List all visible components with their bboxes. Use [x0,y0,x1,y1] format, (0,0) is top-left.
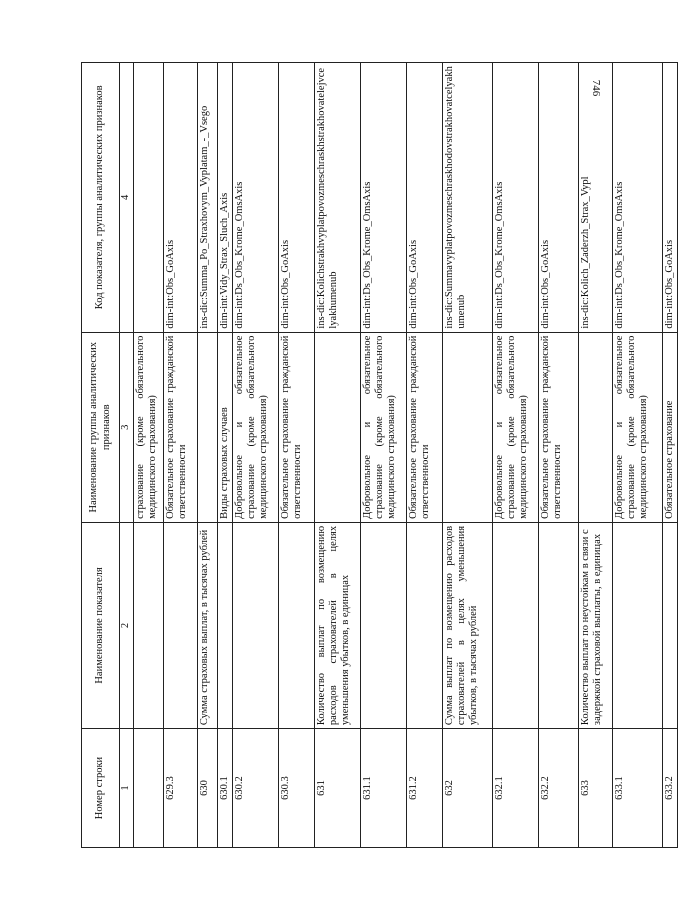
indicator-name [407,522,443,728]
table-row [407,63,443,848]
group-name: Добровольное и обязательное страхование (кроме обязательного медицинского страхования) [613,332,663,522]
group-name [443,332,493,522]
indicator-code [134,63,164,333]
table-row [233,63,279,848]
indicator-code: dim-int:Ds_Obs_Krome_OmsAxis [233,63,279,333]
row-number: 633.2 [663,729,678,848]
indicator-name [164,522,198,728]
indicator-name [218,522,233,728]
indicator-name [361,522,407,728]
table-index-row [120,63,134,848]
indicator-table [81,62,678,848]
index-cell: 3 [120,332,134,522]
header-cell-num: Номер строки [82,729,120,848]
group-name: страхование (кроме обязательного медицинского страхования) [134,332,164,522]
row-number [134,729,164,848]
indicator-name [279,522,315,728]
row-number: 632 [443,729,493,848]
group-name: Добровольное и обязательное страхование (кроме обязательного медицинского страхования) [493,332,539,522]
table-row [613,63,663,848]
row-number: 631 [315,729,361,848]
row-number: 630.1 [218,729,233,848]
table-row [164,63,198,848]
table-row [663,63,678,848]
indicator-code: dim-int:Obs_GoAxis [164,63,198,333]
table-header-row [82,63,120,848]
indicator-code: ins-dic:Summa_Po_Straxhovym_Vyplatam_-_Vsego [198,63,218,333]
index-cell: 4 [120,63,134,333]
indicator-name: Количество выплат по неустойкам в связи с задержкой страховой выплаты, в единицах [579,522,613,728]
row-number: 629.3 [164,729,198,848]
table-row [279,63,315,848]
table-row [443,63,493,848]
indicator-name [493,522,539,728]
index-cell: 1 [120,729,134,848]
group-name: Обязательное страхование гражданской ответственности [164,332,198,522]
indicator-name [613,522,663,728]
group-name: Обязательное страхование гражданской ответственности [539,332,579,522]
indicator-code: dim-int:Obs_GoAxis [407,63,443,333]
header-cell-code: Код показателя, группы аналитических признаков [82,63,120,333]
row-number: 631.1 [361,729,407,848]
group-name: Добровольное и обязательное страхование (кроме обязательного медицинского страхования) [233,332,279,522]
group-name: Добровольное и обязательное страхование (кроме обязательного медицинского страхования) [361,332,407,522]
indicator-name [663,522,678,728]
table-row [361,63,407,848]
row-number: 632.2 [539,729,579,848]
table-row [539,63,579,848]
page-number: 746 [590,79,602,97]
table-row [218,63,233,848]
indicator-code: dim-int:Obs_GoAxis [663,63,678,333]
table-row [579,63,613,848]
group-name: Обязательное страхование гражданской ответственности [407,332,443,522]
indicator-code: ins-dic:Kolich_Zaderzh_Strax_Vypl [579,63,613,333]
row-number: 631.2 [407,729,443,848]
row-number: 633.1 [613,729,663,848]
group-name [315,332,361,522]
group-name [579,332,613,522]
indicator-code: dim-int:Ds_Obs_Krome_OmsAxis [361,63,407,333]
indicator-name: Сумма страховых выплат, в тысячах рублей [198,522,218,728]
header-cell-group: Наименование группы аналитических признаков [82,332,120,522]
indicator-name [134,522,164,728]
indicator-code: dim-int:Vidy_Strax_Sluch_Axis [218,63,233,333]
index-cell: 2 [120,522,134,728]
table-row [493,63,539,848]
indicator-code: dim-int:Ds_Obs_Krome_OmsAxis [613,63,663,333]
indicator-name [539,522,579,728]
table-row [315,63,361,848]
group-name [198,332,218,522]
indicator-name [233,522,279,728]
row-number: 630.3 [279,729,315,848]
indicator-code: ins-dic:Kolichstrakhvyplatpovozmeschraskhstrakhovatelejvcelyakhumenub [315,63,361,333]
group-name: Виды страховых случаев [218,332,233,522]
group-name: Обязательное страхование [663,332,678,522]
indicator-code: ins-dic:Summavyplatpovozmeschraskhodovstrakhovatcelyakhumenub [443,63,493,333]
indicator-code: dim-int:Ds_Obs_Krome_OmsAxis [493,63,539,333]
header-cell-name: Наименование показателя [82,522,120,728]
indicator-code: dim-int:Obs_GoAxis [539,63,579,333]
indicator-name: Количество выплат по возмещению расходов страхователей в целях уменьшения убытков, в единицах [315,522,361,728]
table-row [198,63,218,848]
table-row [134,63,164,848]
row-number: 632.1 [493,729,539,848]
row-number: 630.2 [233,729,279,848]
group-name: Обязательное страхование гражданской ответственности [279,332,315,522]
indicator-code: dim-int:Obs_GoAxis [279,63,315,333]
row-number: 633 [579,729,613,848]
row-number: 630 [198,729,218,848]
indicator-name: Сумма выплат по возмещению расходов страхователей в целях уменьшения убытков, в тысячах рублей [443,522,493,728]
